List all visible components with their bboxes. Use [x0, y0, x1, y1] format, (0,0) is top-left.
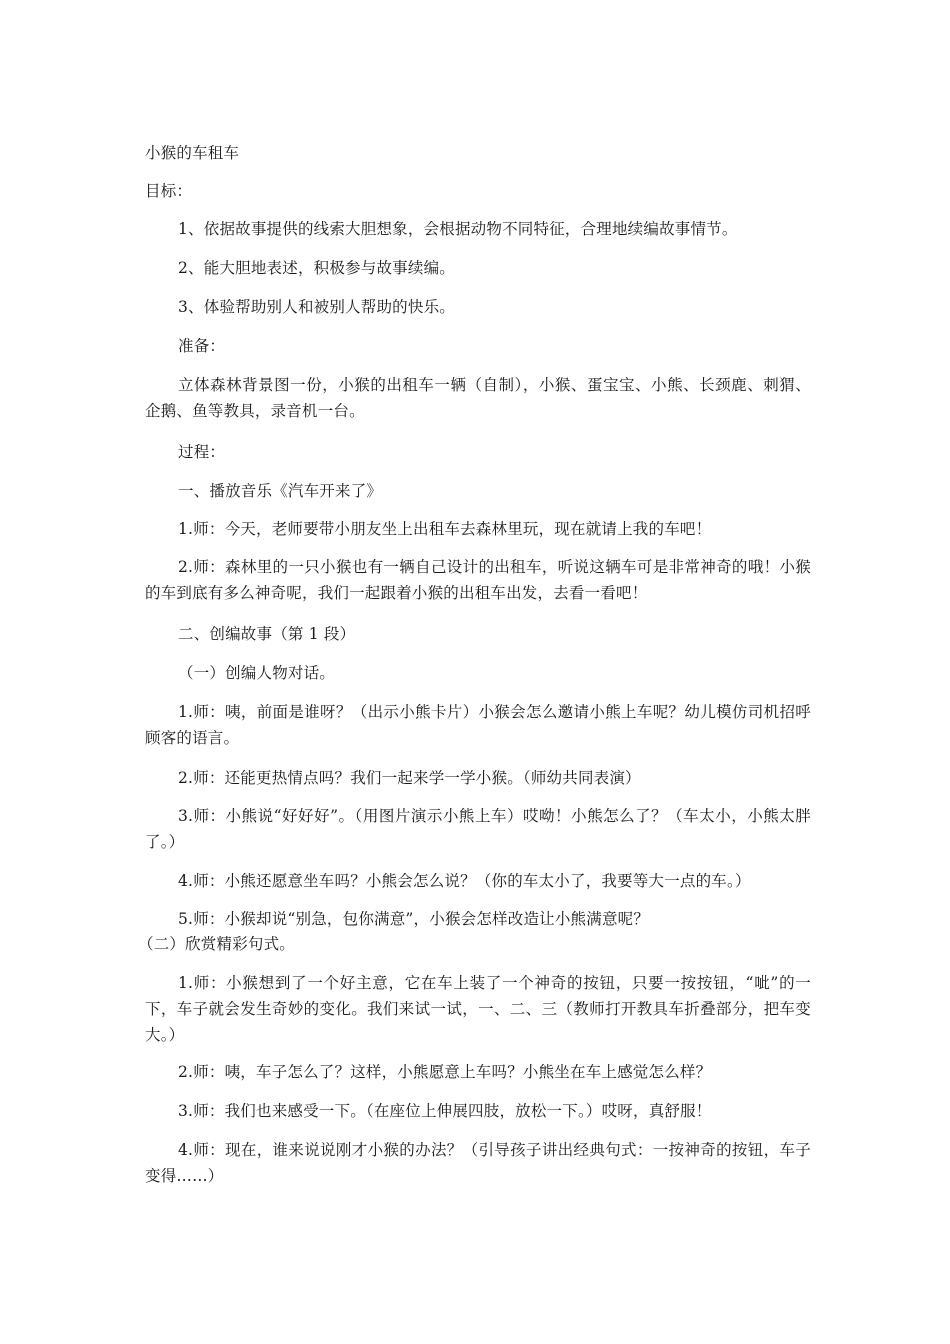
- paragraph: 4.师：现在，谁来说说刚才小猴的办法？（引导孩子讲出经典句式：一按神奇的按钮，车子变得……）: [145, 1141, 811, 1185]
- paragraph: 2.师：咦，车子怎么了？这样，小熊愿意上车吗？小熊坐在车上感觉怎么样？: [178, 1063, 712, 1081]
- process-heading: 过程：: [178, 443, 226, 461]
- prep-text: 立体森林背景图一份，小猴的出租车一辆（自制），小猴、蛋宝宝、小熊、长颈鹿、刺猬、企鹅、鱼等教具，录音机一台。: [145, 376, 811, 420]
- paragraph: 3.师：小熊说“好好好”。（用图片演示小熊上车）哎呦！小熊怎么了？（车太小，小熊太胖了。）: [145, 807, 811, 851]
- paragraph: 4.师：小熊还愿意坐车吗？小熊会怎么说？（你的车太小了，我要等大一点的车。）: [178, 872, 751, 890]
- paragraph: 5.师：小猴却说“别急，包你满意”，小猴会怎样改造让小熊满意呢？: [178, 910, 650, 928]
- subsection-heading: （一）创编人物对话。: [178, 664, 336, 682]
- document-title: 小猴的车租车: [145, 144, 240, 162]
- paragraph: 2.师：森林里的一只小猴也有一辆自己设计的出租车，听说这辆车可是非常神奇的哦！小猴的车到底有多么神奇呢，我们一起跟着小猴的出租车出发，去看一看吧！: [145, 558, 811, 602]
- subsection-heading: （二）欣赏精彩句式。: [138, 935, 296, 953]
- prep-heading: 准备：: [178, 337, 226, 355]
- paragraph: 1.师：小猴想到了一个好主意，它在车上装了一个神奇的按钮，只要一按按钮，“呲”的一下，车子就会发生奇妙的变化。我们来试一试，一、二、三（教师打开教具车折叠部分，把车变大。）: [145, 974, 811, 1044]
- section-heading: 二、创编故事（第 1 段）: [178, 625, 356, 643]
- paragraph: 1.师：咦，前面是谁呀？（出示小熊卡片）小猴会怎么邀请小熊上车呢？幼儿模仿司机招呼顾客的语言。: [145, 703, 811, 747]
- paragraph: 1.师：今天，老师要带小朋友坐上出租车去森林里玩，现在就请上我的车吧！: [178, 520, 712, 538]
- goal-item: 1、依据故事提供的线索大胆想象，会根据动物不同特征，合理地续编故事情节。: [178, 220, 738, 238]
- goal-item: 3、体验帮助别人和被别人帮助的快乐。: [178, 298, 455, 316]
- paragraph: 3.师：我们也来感受一下。（在座位上伸展四肢，放松一下。）哎呀，真舒服！: [178, 1102, 712, 1120]
- goal-item: 2、能大胆地表述，积极参与故事续编。: [178, 259, 455, 277]
- paragraph: 2.师：还能更热情点吗？我们一起来学一学小猴。（师幼共同表演）: [178, 769, 641, 787]
- section-heading: 一、播放音乐《汽车开来了》: [178, 482, 383, 500]
- goal-heading: 目标：: [145, 182, 193, 200]
